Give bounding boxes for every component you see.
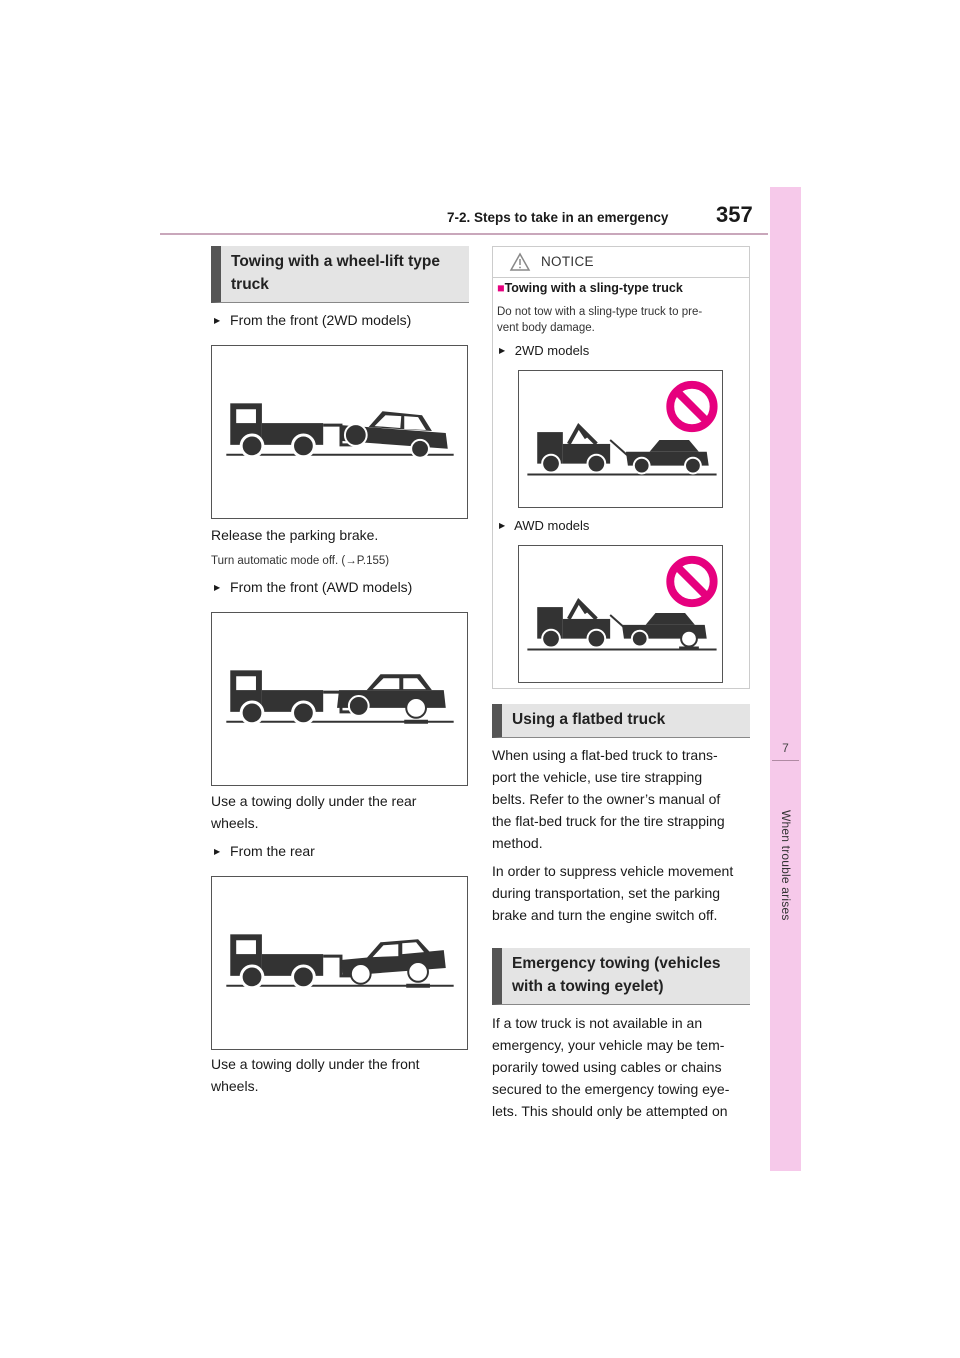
tow-illustration	[212, 346, 467, 518]
item-title: 2WD models	[514, 343, 590, 358]
item3-text	[211, 1053, 420, 1097]
notice-label: NOTICE	[541, 254, 594, 269]
figure-sling-awd	[518, 545, 723, 683]
flatbed-para-1	[492, 744, 725, 854]
heading-emergency-towing	[492, 948, 750, 1005]
heading-line: with a towing eyelet)	[512, 978, 664, 995]
text-line: the flat-bed truck for the tire strapping	[492, 813, 725, 829]
item-title: From the front (AWD models)	[230, 579, 413, 595]
text-line: emergency, your vehicle may be tem-	[492, 1037, 725, 1053]
text-line: secured to the emergency towing eye-	[492, 1081, 730, 1097]
text-line: belts. Refer to the owner’s manual of	[492, 791, 721, 807]
item-title: From the front (2WD models)	[230, 312, 412, 328]
text-line: Use a towing dolly under the front	[211, 1056, 420, 1072]
text-line: method.	[492, 835, 543, 851]
chapter-side-tab	[770, 187, 801, 1171]
notice-header	[493, 247, 749, 278]
item1-text: Release the parking brake.	[211, 527, 379, 543]
text-line: In order to suppress vehicle movement	[492, 863, 734, 879]
tow-illustration	[212, 877, 467, 1049]
text-line: When using a flat-bed truck to trans-	[492, 747, 718, 763]
text-line: wheels.	[211, 1078, 259, 1094]
heading-line: truck	[231, 276, 269, 293]
heading-flatbed	[492, 704, 750, 738]
page-reference-link[interactable]: →P.155)	[345, 555, 390, 567]
item1-note-text: Turn automatic mode off. (	[211, 555, 346, 567]
chapter-rule	[772, 760, 799, 761]
text-line: porarily towed using cables or chains	[492, 1059, 722, 1075]
page-number: 357	[716, 202, 753, 227]
item-title: AWD models	[514, 518, 590, 533]
warning-triangle-icon	[509, 252, 531, 272]
text-line: brake and turn the engine switch off.	[492, 907, 718, 923]
chapter-label: When trouble arises	[779, 810, 793, 921]
heading-wheel-lift	[211, 246, 469, 303]
item-front-awd	[214, 579, 412, 595]
text-line: vent body damage.	[497, 322, 595, 334]
header-rule	[160, 233, 768, 235]
text-line: If a tow truck is not available in an	[492, 1015, 703, 1031]
figure-wheel-lift-rear	[211, 876, 468, 1050]
emergency-towing-para	[492, 1012, 729, 1122]
item-title: From the rear	[230, 843, 315, 859]
item2-text	[211, 790, 416, 834]
figure-wheel-lift-front-awd	[211, 612, 468, 786]
heading-line: Towing with a wheel-lift type	[231, 253, 440, 270]
item-front-2wd	[214, 312, 411, 328]
text-line: during transportation, set the parking	[492, 885, 721, 901]
text-line: Do not tow with a sling-type truck to pre-	[497, 306, 703, 318]
notice-text	[497, 304, 702, 336]
item1-note	[211, 553, 389, 569]
text-line: lets. This should only be attempted on	[492, 1103, 728, 1119]
notice-title-text: Towing with a sling-type truck	[504, 281, 683, 295]
sling-tow-illustration	[519, 546, 722, 682]
square-bullet-icon: ■	[497, 281, 505, 295]
figure-wheel-lift-front-2wd	[211, 345, 468, 519]
text-line: Use a towing dolly under the rear	[211, 793, 417, 809]
notice-item-2wd	[499, 343, 589, 358]
heading-line: Using a flatbed truck	[512, 711, 666, 728]
notice-box	[492, 246, 750, 689]
text-line: port the vehicle, use tire strapping	[492, 769, 703, 785]
heading-line: Emergency towing (vehicles	[512, 955, 721, 972]
flatbed-para-2	[492, 860, 733, 926]
item-rear	[214, 843, 315, 859]
chapter-number: 7	[782, 741, 789, 755]
section-title: 7-2. Steps to take in an emergency	[447, 210, 669, 225]
sling-tow-illustration	[519, 371, 722, 507]
notice-title	[497, 281, 683, 295]
notice-item-awd	[499, 518, 589, 533]
tow-illustration	[212, 613, 467, 785]
text-line: wheels.	[211, 815, 259, 831]
figure-sling-2wd	[518, 370, 723, 508]
